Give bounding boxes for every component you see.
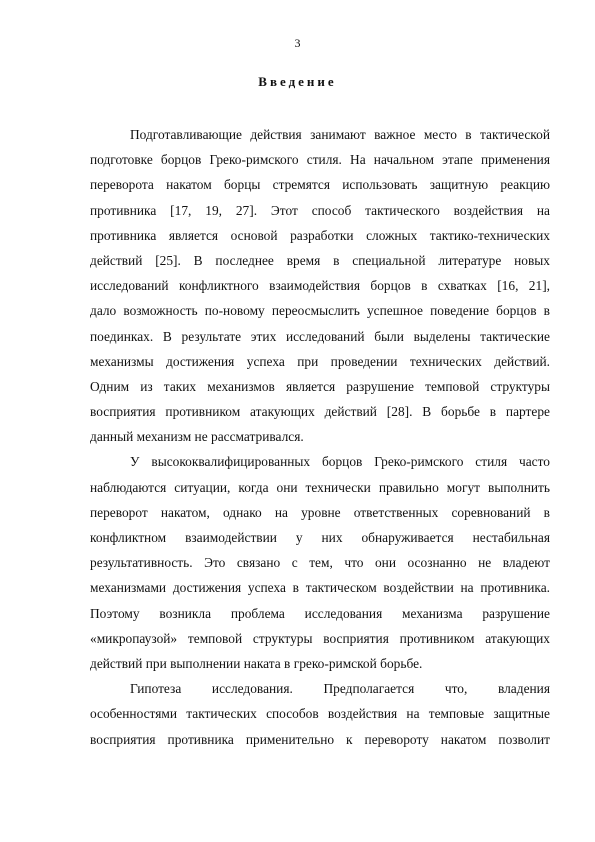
paragraph-3	[90, 676, 550, 752]
text-line: механизмы достижения успеха при проведении технических действий.	[90, 353, 550, 369]
paragraph-2	[90, 449, 550, 676]
text-line: действий при выполнении наката в греко-римской борьбе.	[90, 655, 423, 671]
text-line: Гипотеза исследования. Предполагается что, владения	[130, 681, 550, 697]
paragraph-1	[90, 122, 550, 449]
text-line: Подготавливающие действия занимают важное место в тактической	[130, 127, 550, 142]
text-line: переворота накатом борцы стремятся использовать защитную реакцию	[90, 177, 550, 193]
body-text	[90, 122, 550, 752]
text-line: данный механизм не рассматривался.	[90, 429, 304, 445]
text-line: механизмами достижения успеха в тактическом воздействии на противника.	[90, 580, 550, 596]
text-line: подготовке борцов Греко-римского стиля. На начальном этапе применения	[90, 152, 550, 168]
text-line: противника является основой разработки сложных тактико-технических	[90, 227, 550, 243]
section-heading: Введение	[258, 74, 337, 89]
text-line: дало возможность по-новому переосмыслить успешное поведение борцов в	[90, 303, 550, 319]
text-line: У высококвалифицированных борцов Греко-римского стиля часто	[130, 454, 550, 470]
text-line: противника [17, 19, 27]. Этот способ тактического воздействия на	[90, 202, 550, 218]
text-line: результативность. Это связано с тем, что они осознанно не владеют	[90, 555, 550, 571]
text-line: поединках. В результате этих исследований были выделены тактические	[90, 328, 550, 344]
page-number: 3	[294, 36, 301, 50]
text-line: наблюдаются ситуации, когда они технически правильно могут выполнить	[90, 479, 550, 495]
text-line: действий [25]. В последнее время в специальной литературе новых	[90, 252, 550, 268]
text-line: «микропаузой» темповой структуры восприятия противником атакующих	[90, 630, 550, 646]
text-line: конфликтном взаимодействии у них обнаруживается нестабильная	[90, 530, 550, 545]
text-line: восприятия противником атакующих действий [28]. В борьбе в партере	[90, 404, 550, 420]
text-line: особенностями тактических способов воздействия на темповые защитные	[90, 706, 550, 722]
text-line: Поэтому возникла проблема исследования механизма разрушение	[90, 605, 550, 621]
text-line: Одним из таких механизмов является разрушение темповой структуры	[90, 378, 550, 394]
text-line: переворот накатом, однако на уровне ответственных соревнований в	[90, 504, 550, 520]
text-line: исследований конфликтного взаимодействия борцов в схватках [16, 21],	[90, 278, 550, 294]
text-line: восприятия противника применительно к перевороту накатом позволит	[90, 731, 550, 747]
